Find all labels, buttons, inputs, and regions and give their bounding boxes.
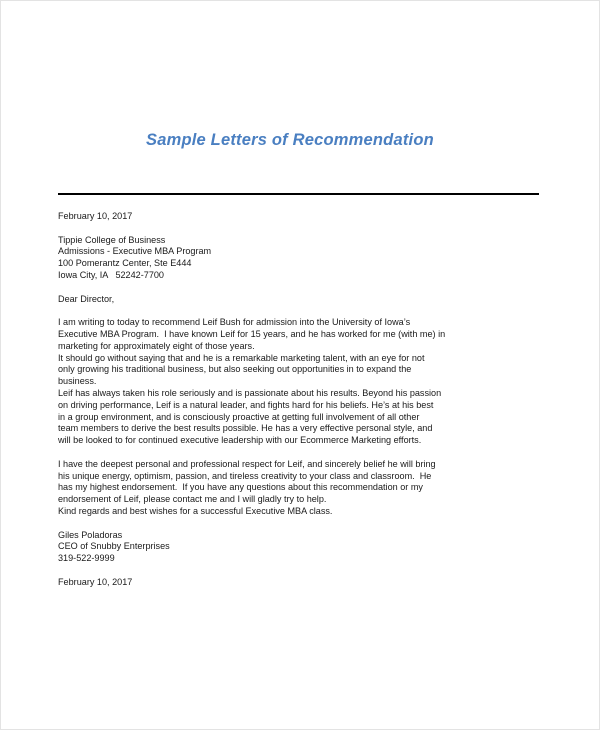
- closing-text: Kind regards and best wishes for a successful Executive MBA class.: [58, 505, 333, 516]
- date-top-text: February 10, 2017: [58, 211, 133, 221]
- body-paragraph-3: [58, 388, 543, 447]
- recipient-line-1: Tippie College of Business: [58, 234, 166, 245]
- spacer: [58, 223, 543, 235]
- body-paragraph-2: [58, 353, 543, 388]
- paragraph-3-line-1: Leif has always taken his role seriously and is passionate about his results. Beyond his passion: [58, 387, 442, 398]
- spacer: [58, 518, 543, 530]
- paragraph-2-line-1: It should go without saying that and he is a remarkable marketing talent, with an eye for not: [58, 352, 425, 363]
- signature-title: CEO of Snubby Enterprises: [58, 541, 170, 552]
- date-bottom-text: February 10, 2017: [58, 576, 133, 587]
- paragraph-1-line-2: Executive MBA Program. I have known Leif for 15 years, and he has worked for me (with me) in: [58, 328, 446, 339]
- spacer: [58, 565, 543, 577]
- paragraph-4-line-1: I have the deepest personal and professional respect for Leif, and sincerely belief he will bring: [58, 458, 436, 469]
- signature-phone: 319-522-9999: [58, 553, 115, 564]
- paragraph-2-line-3: business.: [58, 376, 97, 387]
- spacer: [58, 447, 543, 459]
- title-divider-rule: [58, 193, 539, 195]
- paragraph-3-line-3: in a group environment, and is consciously proactive at getting full involvement of all other: [58, 411, 420, 422]
- body-paragraph-4: [58, 459, 543, 506]
- spacer: [58, 282, 543, 294]
- paragraph-4-line-3: has my highest endorsement. If you have any questions about this recommendation or my: [58, 482, 423, 493]
- letter-body: [58, 211, 543, 589]
- paragraph-3-line-5: will be looked to for continued executive leadership with our Ecommerce Marketing efforts.: [58, 435, 422, 446]
- letter-date-top: [58, 211, 543, 223]
- spacer: [58, 305, 543, 317]
- recipient-address-block: [58, 235, 543, 282]
- signature-block: [58, 530, 543, 565]
- paragraph-1-line-3: marketing for approximately eight of those years.: [58, 340, 255, 351]
- recipient-line-4: Iowa City, IA 52242-7700: [58, 269, 164, 280]
- letter-date-bottom: [58, 577, 543, 589]
- salutation-text: Dear Director,: [58, 293, 115, 304]
- salutation-block: [58, 294, 543, 306]
- paragraph-4-line-4: endorsement of Leif, please contact me and I will gladly try to help.: [58, 494, 327, 505]
- paragraph-4-line-2: his unique energy, optimism, passion, and tireless creativity to your class and classroom. He: [58, 470, 432, 481]
- paragraph-3-line-2: on driving performance, Leif is a natural leader, and fights hard for his beliefs. He’s at his best: [58, 399, 434, 410]
- paragraph-1-line-1: I am writing to today to recommend Leif Bush for admission into the University of Iowa’s: [58, 317, 411, 328]
- paragraph-3-line-4: team members to derive the best results possible. He has a very effective personal style, and: [58, 423, 433, 434]
- body-paragraph-1: [58, 317, 543, 352]
- closing-block: [58, 506, 543, 518]
- page-title: Sample Letters of Recommendation: [146, 131, 434, 149]
- recipient-line-3: 100 Pomerantz Center, Ste E444: [58, 258, 192, 269]
- recipient-line-2: Admissions - Executive MBA Program: [58, 246, 212, 257]
- signature-name: Giles Poladoras: [58, 529, 123, 540]
- paragraph-2-line-2: only growing his traditional business, but also seeking out opportunities in to expand the: [58, 364, 412, 375]
